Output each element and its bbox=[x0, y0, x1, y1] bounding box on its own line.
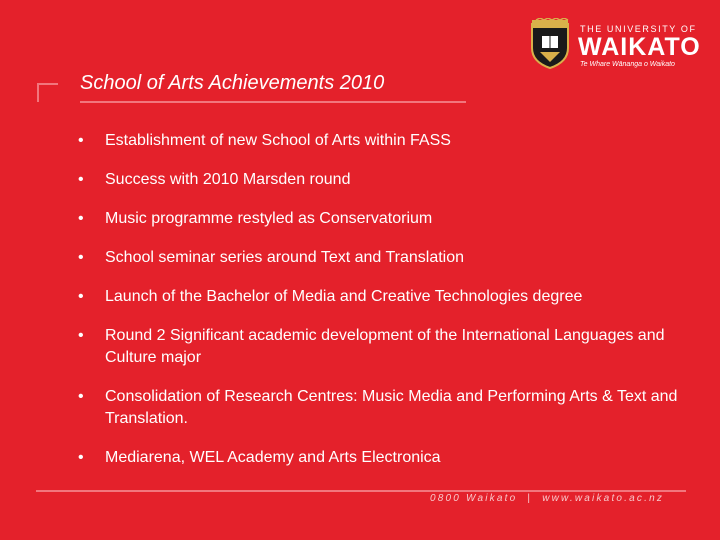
bullet-item bbox=[78, 286, 678, 308]
bullet-dot: • bbox=[78, 449, 84, 466]
bullet-text: Music programme restyled as Conservatorium bbox=[105, 210, 433, 227]
bullet-text: Mediarena, WEL Academy and Arts Electronica bbox=[105, 449, 441, 466]
bullet-item bbox=[78, 247, 678, 269]
bullet-dot: • bbox=[78, 210, 84, 227]
bullet-text: Success with 2010 Marsden round bbox=[105, 171, 351, 188]
bullet-list bbox=[78, 130, 678, 486]
bullet-item bbox=[78, 208, 678, 230]
bullet-dot: • bbox=[78, 388, 84, 405]
bullet-dot: • bbox=[78, 171, 84, 188]
footer bbox=[430, 493, 664, 504]
bullet-item bbox=[78, 130, 678, 152]
university-crest-icon bbox=[528, 18, 572, 70]
university-name: WAIKATO bbox=[578, 33, 701, 61]
footer-phone: 0800 Waikato bbox=[430, 493, 518, 504]
bullet-item bbox=[78, 447, 678, 469]
bullet-text: Establishment of new School of Arts within FASS bbox=[105, 132, 451, 149]
university-logo bbox=[528, 18, 708, 72]
footer-website[interactable]: www.waikato.ac.nz bbox=[542, 493, 665, 504]
bullet-dot: • bbox=[78, 327, 84, 344]
bullet-text: School seminar series around Text and Translation bbox=[105, 249, 465, 266]
bullet-dot: • bbox=[78, 132, 84, 149]
bullet-item bbox=[78, 386, 678, 430]
slide-title: School of Arts Achievements 2010 bbox=[80, 72, 385, 94]
university-line: THE UNIVERSITY OF bbox=[580, 24, 697, 34]
footer-separator: | bbox=[527, 493, 533, 504]
bullet-text: Round 2 Significant academic development of the International Languages and Culture major bbox=[105, 327, 665, 366]
footer-divider bbox=[36, 490, 686, 492]
bullet-text: Launch of the Bachelor of Media and Creative Technologies degree bbox=[105, 288, 583, 305]
bullet-text: Consolidation of Research Centres: Music Media and Performing Arts & Text and Translation. bbox=[105, 388, 678, 427]
bullet-item bbox=[78, 325, 678, 369]
bullet-item bbox=[78, 169, 678, 191]
bullet-dot: • bbox=[78, 249, 84, 266]
university-motto: Te Whare Wānanga o Waikato bbox=[580, 61, 675, 68]
bullet-dot: • bbox=[78, 288, 84, 305]
